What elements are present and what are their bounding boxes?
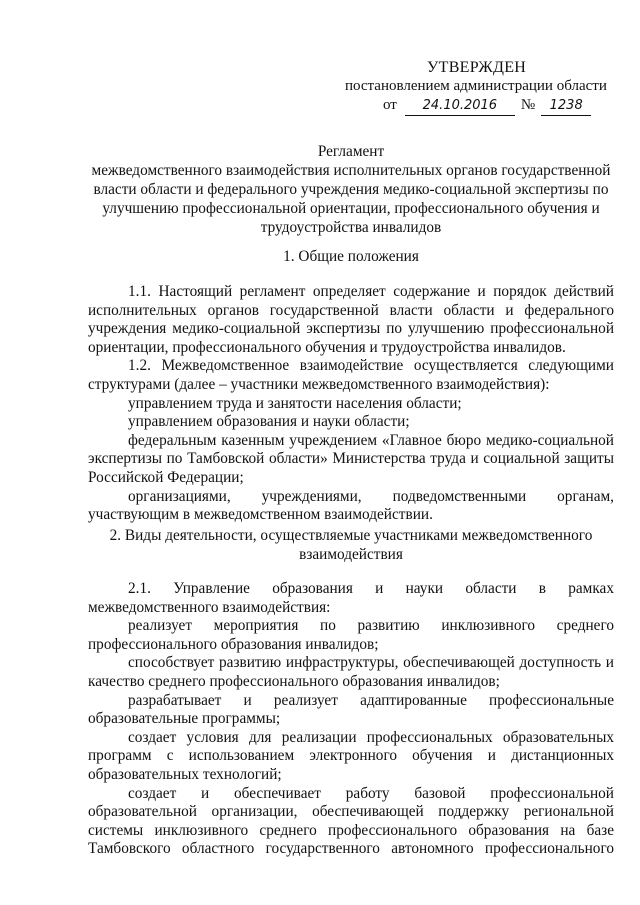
section-2-title-line: взаимодействия xyxy=(299,546,403,563)
paragraph-1-1: 1.1. Настоящий регламент определяет содержание и порядок действий исполнительных органов государственной власти области и федерального учреждения медико-социальной экспертизы по улучшению профессиональной ориентации, профессионального обучения и трудоустройства инвалидов. xyxy=(88,283,614,356)
activity-item: разрабатывает и реализует адаптированные профессиональные образовательные программы; xyxy=(88,691,614,728)
from-label: от xyxy=(383,97,397,113)
participant-item: федеральным казенным учреждением «Главное бюро медико-социальной экспертизы по Тамбовской области» Министерства труда и социальной защиты Российской Федерации; xyxy=(88,431,614,486)
document-title: Регламент xyxy=(317,143,385,160)
section-2-body xyxy=(88,580,614,859)
number-label: № xyxy=(520,97,536,113)
participant-item: управлением образования и науки области; xyxy=(128,413,410,431)
approval-block xyxy=(345,58,625,116)
approval-number: 1238 xyxy=(541,96,591,116)
section-2-title-line: 2. Виды деятельности, осуществляемые участниками межведомственного xyxy=(109,527,593,544)
paragraph-2-1: 2.1. Управление образования и науки области в рамках межведомственного взаимодействия: xyxy=(88,580,614,616)
subtitle-line: власти области и федерального учреждения медико-социальной экспертизы по xyxy=(93,181,609,198)
activity-item: создает условия для реализации профессиональных образовательных программ с использованием электронного обучения и дистанционных образовательных технологий; xyxy=(88,728,614,783)
activity-item: способствует развитию инфраструктуры, обеспечивающей доступность и качество среднего профессионального образования инвалидов; xyxy=(88,654,614,690)
approval-date: 24.10.2016 xyxy=(405,96,515,116)
activity-item: создает и обеспечивает работу базовой профессиональной образовательной организации, обеспечивающей поддержку региональной системы инклюзивного среднего профессионального образования на базе Тамбовского областного государственного автономного профессионального xyxy=(88,784,614,858)
subtitle-line: трудоустройства инвалидов xyxy=(260,219,442,236)
participant-item: управлением труда и занятости населения области; xyxy=(128,394,462,412)
paragraph-1-2: 1.2. Межведомственное взаимодействие осуществляется следующими структурами (далее – участники межведомственного взаимодействия): xyxy=(88,357,614,393)
approval-authority: постановлением администрации области xyxy=(345,78,607,94)
approval-title: УТВЕРЖДЕН xyxy=(427,59,527,76)
participant-item: организациями, учреждениями, подведомственными органам, участвующим в межведомственном взаимодействии. xyxy=(88,487,614,524)
section-1-title: 1. Общие положения xyxy=(283,248,419,265)
activity-item: реализует мероприятия по развитию инклюзивного среднего профессионального образования инвалидов; xyxy=(88,617,614,653)
subtitle-line: улучшению профессиональной ориентации, профессионального обучения и xyxy=(102,200,600,217)
document-subtitle xyxy=(88,161,614,237)
section-2-title xyxy=(88,526,614,564)
section-1-body xyxy=(88,283,614,525)
subtitle-line: межведомственного взаимодействия исполнительных органов государственной xyxy=(91,162,611,179)
approval-date-line xyxy=(383,96,625,116)
